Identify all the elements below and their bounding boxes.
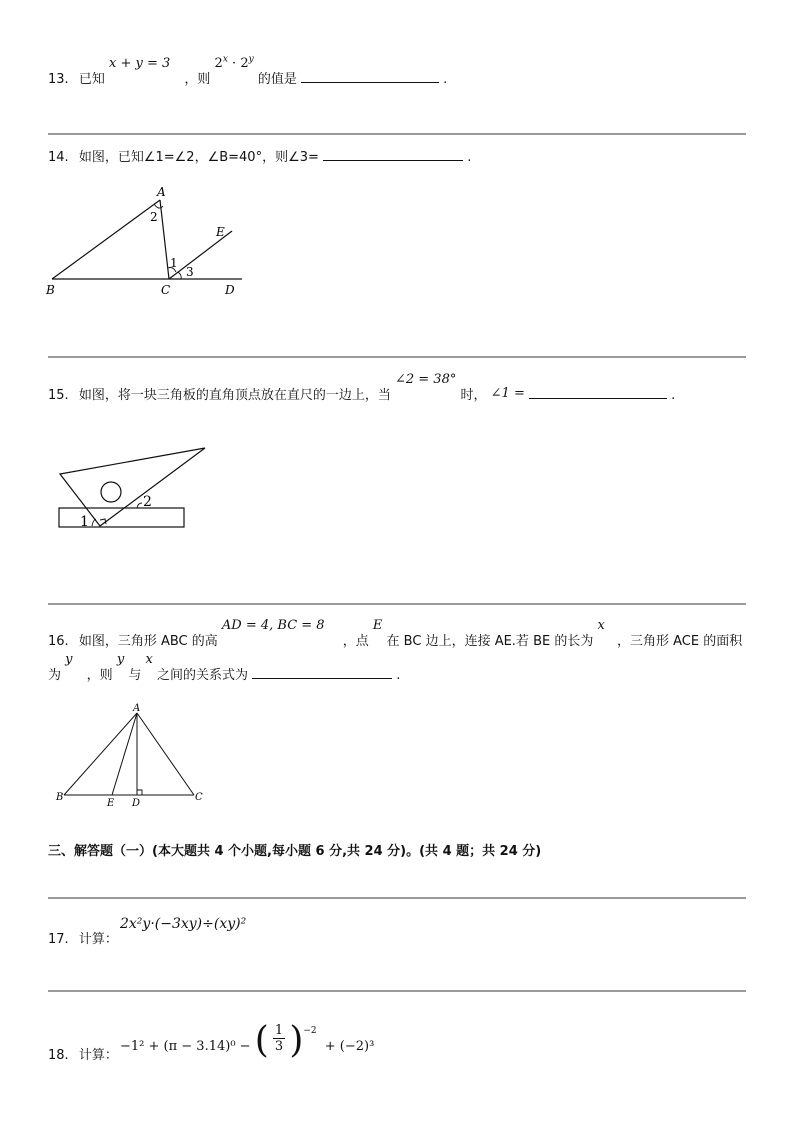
divider bbox=[48, 133, 746, 135]
right-angle-mark bbox=[137, 790, 142, 795]
condition-formula: x + y = 3 bbox=[108, 56, 171, 71]
condition-formula: ∠2 = 38° bbox=[394, 372, 457, 387]
section-heading: 三、解答题（一）(本大题共 4 个小题,每小题 6 分,共 24 分)。(共 4 题；共 24 分) bbox=[48, 844, 542, 859]
paren-left: ( bbox=[254, 1020, 269, 1061]
question-text: 与 bbox=[128, 668, 142, 683]
label-angle-2: 2 bbox=[150, 210, 158, 224]
label-c: C bbox=[195, 792, 203, 803]
question-text: 之间的关系式为 bbox=[156, 668, 248, 683]
exponent: −2 bbox=[303, 1025, 317, 1036]
expression-part: −1² + (π − 3.14)⁰ − bbox=[120, 1039, 251, 1054]
fraction bbox=[273, 1023, 285, 1054]
question-number: 14. bbox=[48, 150, 69, 165]
divider bbox=[48, 897, 746, 899]
variable-y: y bbox=[65, 652, 73, 667]
question-18-label bbox=[48, 1044, 118, 1063]
line-ae bbox=[112, 713, 137, 795]
variable-y: y bbox=[116, 652, 125, 667]
figure-q15 bbox=[50, 440, 200, 540]
angle-2-arc bbox=[137, 503, 142, 508]
label-e: E bbox=[216, 225, 225, 239]
ruler bbox=[59, 508, 184, 527]
period: . bbox=[671, 388, 676, 403]
line-ac bbox=[160, 200, 169, 279]
label-c: C bbox=[161, 283, 171, 297]
question-text: 如图，将一块三角板的直角顶点放在直尺的一边上，当 bbox=[78, 388, 391, 403]
answer-blank[interactable] bbox=[529, 385, 667, 399]
period: . bbox=[396, 668, 401, 683]
question-text: ，三角形 ACE 的面积 bbox=[616, 634, 743, 649]
label-a: A bbox=[133, 703, 141, 714]
line-ac bbox=[137, 713, 194, 795]
question-text: ，则 bbox=[86, 668, 113, 683]
label-a: A bbox=[157, 185, 166, 199]
fraction-denominator: 3 bbox=[274, 1039, 284, 1054]
question-13 bbox=[48, 54, 448, 90]
question-number: 18. bbox=[48, 1048, 69, 1063]
label-d: D bbox=[225, 283, 235, 297]
question-text: 时， bbox=[460, 388, 487, 403]
question-number: 13. bbox=[48, 72, 69, 87]
question-text: ，点 bbox=[342, 634, 369, 649]
period: . bbox=[443, 72, 448, 87]
label-b: B bbox=[46, 283, 55, 297]
line-ab bbox=[64, 713, 137, 795]
question-text: 如图，三角形 ABC 的高 bbox=[78, 634, 218, 649]
answer-blank[interactable] bbox=[301, 69, 439, 83]
divider bbox=[48, 603, 746, 605]
divider bbox=[48, 356, 746, 358]
question-text: 的值是 bbox=[257, 72, 297, 87]
question-number: 17. bbox=[48, 932, 69, 947]
paren-right: ) bbox=[289, 1020, 304, 1061]
question-text: 如图，已知∠1=∠2，∠B=40°，则∠3= bbox=[78, 150, 319, 165]
question-text: 为 bbox=[48, 668, 62, 683]
label-d: D bbox=[132, 798, 141, 809]
expression-formula: 2x²y·(−3xy)÷(xy)² bbox=[120, 916, 247, 932]
label-angle-1: 1 bbox=[80, 514, 89, 530]
divider bbox=[48, 990, 746, 992]
period: . bbox=[467, 150, 472, 165]
question-17-label bbox=[48, 928, 118, 947]
board-hole bbox=[101, 482, 121, 502]
question-16-line-2 bbox=[48, 652, 401, 683]
question-text: 计算： bbox=[78, 1048, 118, 1063]
variable-x: x bbox=[145, 652, 153, 667]
expression-part: + (−2)³ bbox=[324, 1039, 375, 1054]
label-e: E bbox=[107, 798, 115, 809]
point-e: E bbox=[372, 618, 383, 633]
question-16-line-1 bbox=[48, 618, 743, 649]
question-text: 在 BC 边上，连接 AE.若 BE 的长为 bbox=[386, 634, 594, 649]
question-15 bbox=[48, 372, 676, 403]
question-number: 16. bbox=[48, 634, 69, 649]
line-ba bbox=[52, 200, 160, 279]
condition-formula: AD = 4, BC = 8 bbox=[221, 618, 325, 633]
label-b: B bbox=[56, 792, 64, 803]
label-angle-1: 1 bbox=[170, 256, 178, 270]
variable-x: x bbox=[597, 618, 605, 633]
label-angle-2: 2 bbox=[143, 494, 152, 510]
question-text: ，则 bbox=[184, 72, 211, 87]
question-text: 已知 bbox=[78, 72, 105, 87]
answer-blank[interactable] bbox=[252, 665, 392, 679]
expression-formula bbox=[120, 1012, 375, 1061]
ask-formula: ∠1 = bbox=[490, 386, 525, 401]
fraction-numerator: 1 bbox=[274, 1023, 284, 1038]
label-angle-3: 3 bbox=[186, 265, 194, 279]
question-number: 15. bbox=[48, 388, 69, 403]
angle-3-arc bbox=[178, 272, 181, 279]
question-14 bbox=[48, 146, 471, 165]
figure-q16 bbox=[50, 700, 220, 810]
angle-2-arc bbox=[154, 204, 163, 208]
question-text: 计算： bbox=[78, 932, 118, 947]
expression-formula: 2$^x$ · 2$^y$ bbox=[214, 54, 254, 71]
answer-blank[interactable] bbox=[323, 147, 463, 161]
figure-q14 bbox=[40, 180, 260, 300]
